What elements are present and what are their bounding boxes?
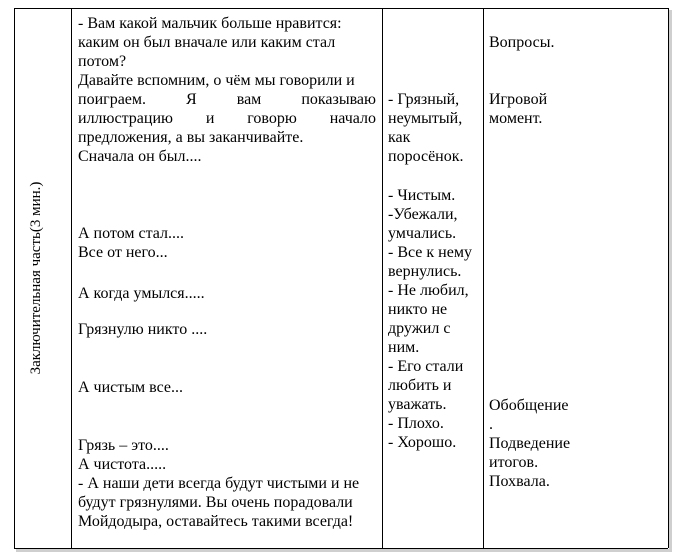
method-line: . — [489, 416, 493, 433]
child-answer-line: - Грязный, — [388, 91, 460, 108]
teacher-line: А чистота..... — [78, 456, 167, 473]
child-answer-line: - Его стали — [388, 358, 464, 375]
teacher-line: Все от него... — [78, 244, 168, 261]
child-answer-line: неумытый, — [388, 110, 463, 127]
teacher-line: - Вам какой мальчик больше нравится: — [78, 15, 342, 32]
method-line: итогов. — [489, 454, 539, 471]
child-answer-line: умчались. — [388, 225, 457, 242]
teacher-line: Грязнулю никто .... — [78, 321, 208, 338]
table-shadow-right — [669, 10, 672, 550]
stage-cell — [14, 8, 58, 548]
stage-label: Заключительная часть(3 мин.) — [28, 181, 44, 375]
teacher-line: потом? — [78, 53, 127, 70]
method-line: Игровой — [489, 91, 548, 108]
child-answer-line: любить и — [388, 377, 452, 394]
teacher-line: Сначала он был.... — [78, 148, 202, 165]
teacher-line: А потом стал.... — [78, 225, 185, 242]
child-answer-line: поросёнок. — [388, 148, 464, 165]
child-answer-line: - Хорошо. — [388, 434, 457, 451]
method-line: Похвала. — [489, 473, 550, 490]
teacher-line: каким он был вначале или каким стал — [78, 34, 336, 51]
child-answer-line: - Не любил, — [388, 282, 469, 299]
teacher-line: иллюстрацию и говорю начало — [78, 110, 376, 127]
table-bottom-border — [14, 548, 668, 549]
method-line: Обобщение — [489, 397, 569, 414]
method-line: момент. — [489, 110, 543, 127]
method-line: Вопросы. — [489, 34, 555, 51]
teacher-line: поиграем. Я вам показываю — [78, 91, 376, 108]
child-answer-line: - Чистым. — [388, 187, 456, 204]
stage-column-divider — [71, 8, 72, 548]
teacher-line: А когда умылся..... — [78, 285, 205, 302]
child-answer-line: - Все к нему — [388, 244, 472, 261]
child-answer-line: уважать. — [388, 396, 447, 413]
teacher-line: Мойдодыра, оставайтесь такими всегда! — [78, 513, 354, 530]
teacher-line: предложения, а вы заканчивайте. — [78, 129, 304, 146]
table-top-border — [14, 8, 668, 9]
teacher-line: А чистым все... — [78, 379, 183, 396]
teacher-column-divider — [382, 8, 383, 548]
teacher-line: будут грязнулями. Вы очень порадовали — [78, 494, 353, 511]
child-answer-line: никто не — [388, 301, 448, 318]
child-answer-line: - Плохо. — [388, 415, 444, 432]
table-right-border — [668, 8, 669, 548]
child-answer-line: -Убежали, — [388, 206, 458, 223]
child-answer-line: вернулись. — [388, 263, 462, 280]
child-answer-line: ним. — [388, 339, 420, 356]
children-column-divider — [483, 8, 484, 548]
teacher-line: - А наши дети всегда будут чистыми и не — [78, 475, 360, 492]
child-answer-line: как — [388, 129, 411, 146]
child-answer-line: дружил с — [388, 320, 451, 337]
method-line: Подведение — [489, 435, 571, 452]
table-shadow-bottom — [16, 549, 672, 552]
teacher-line: Грязь – это.... — [78, 437, 169, 454]
teacher-line: Давайте вспомним, о чём мы говорили и — [78, 72, 355, 89]
